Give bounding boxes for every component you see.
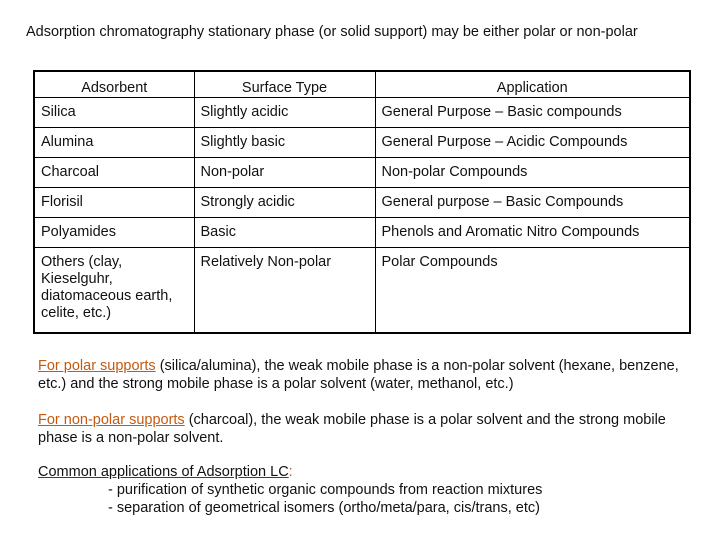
cell-surface-type: Non-polar [194,158,375,188]
table-row [34,248,690,333]
table-row [34,128,690,158]
cell-surface-type: Slightly acidic [194,98,375,128]
cell-application: Polar Compounds [375,248,690,333]
table-row [34,188,690,218]
table-header-row [34,71,690,98]
application-list [38,481,708,517]
cell-application: General Purpose – Basic compounds [375,98,690,128]
cell-adsorbent: Alumina [34,128,194,158]
table-row [34,218,690,248]
cell-application: Non-polar Compounds [375,158,690,188]
polar-supports-link[interactable]: For polar supports [38,358,156,374]
slide-title: Adsorption chromatography stationary phase (or solid support) may be either polar or non-polar [26,24,638,40]
polar-supports-text: (silica/alumina), the weak mobile phase is a non-polar solvent (hexane, benzene, etc.) and the strong mobile phase is a polar solvent (water, methanol, etc.) [38,358,679,392]
cell-adsorbent: Florisil [34,188,194,218]
cell-surface-type: Relatively Non-polar [194,248,375,333]
header-application: Application [375,71,690,98]
cell-adsorbent: Others (clay, Kieselguhr, diatomaceous earth, celite, etc.) [34,248,194,333]
common-applications-colon: : [288,464,293,480]
nonpolar-supports-link[interactable]: For non-polar supports [38,412,185,428]
header-surface-type: Surface Type [194,71,375,98]
list-item: - separation of geometrical isomers (ortho/meta/para, cis/trans, etc) [108,500,540,516]
cell-surface-type: Basic [194,218,375,248]
cell-surface-type: Slightly basic [194,128,375,158]
cell-application: General Purpose – Acidic Compounds [375,128,690,158]
table-row [34,158,690,188]
common-applications [38,463,708,517]
common-applications-heading[interactable]: Common applications of Adsorption LC [38,464,289,480]
nonpolar-supports-text: (charcoal), the weak mobile phase is a polar solvent and the strong mobile phase is a non-polar solvent. [38,412,666,446]
cell-application: Phenols and Aromatic Nitro Compounds [375,218,690,248]
header-adsorbent: Adsorbent [34,71,194,98]
list-item: - purification of synthetic organic compounds from reaction mixtures [108,482,543,498]
cell-application: General purpose – Basic Compounds [375,188,690,218]
cell-adsorbent: Polyamides [34,218,194,248]
table-row [34,98,690,128]
nonpolar-supports-note [38,411,708,447]
cell-adsorbent: Silica [34,98,194,128]
cell-adsorbent: Charcoal [34,158,194,188]
cell-surface-type: Strongly acidic [194,188,375,218]
polar-supports-note [38,357,708,393]
adsorbent-table [33,70,691,334]
